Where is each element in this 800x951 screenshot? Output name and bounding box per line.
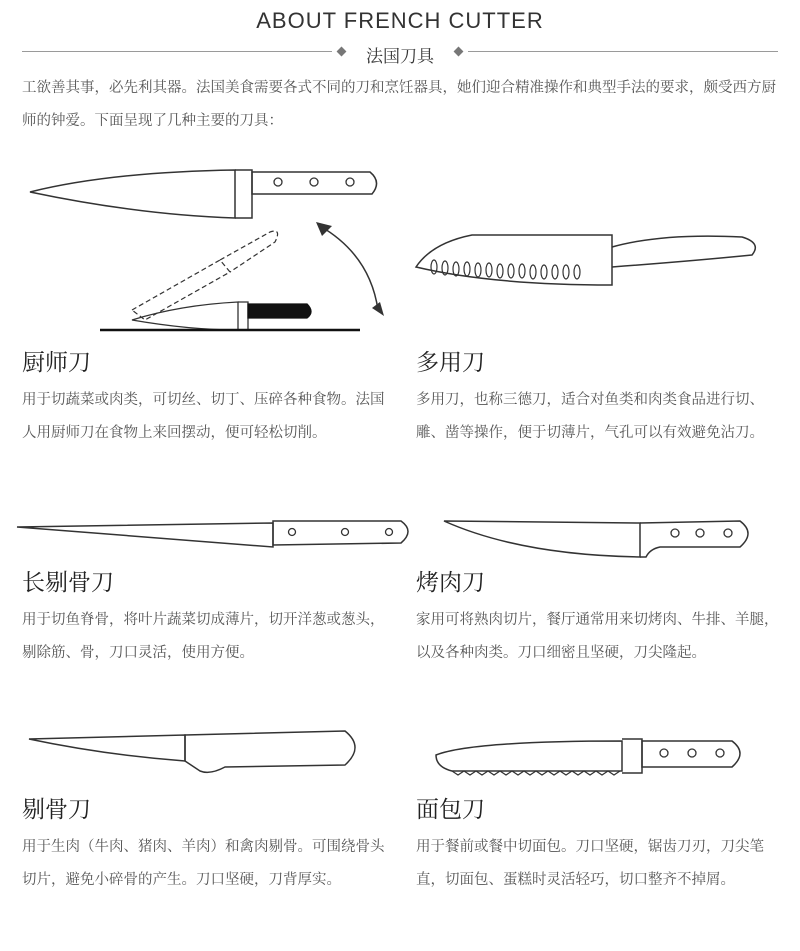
- knife-description: 家用可将熟肉切片，餐厅通常用来切烤肉、牛排、羊腿，以及各种肉类。刀口细密且坚硬，刀尖隆起。: [416, 612, 779, 661]
- filleting-knife-icon: [15, 515, 415, 555]
- knife-description: 用于切鱼脊骨，将叶片蔬菜切成薄片，切开洋葱或葱头，剔除筋、骨，刀口灵活，使用方便。: [22, 612, 385, 661]
- boning-knife-icon: [25, 725, 365, 780]
- page-subtitle: 法国刀具: [366, 47, 434, 67]
- santoku-knife-icon: [412, 225, 772, 295]
- knife-description: 用于切蔬菜或肉类，可切丝、切丁、压碎各种食物。法国人用厨师刀在食物上来回摆动，便可轻松切削。: [22, 392, 385, 441]
- knife-name: 烤肉刀: [416, 570, 485, 596]
- knife-name: 长剔骨刀: [22, 570, 114, 596]
- knife-section-bread: [416, 795, 786, 897]
- knife-section-filleting: [22, 568, 392, 670]
- intro-paragraph: 工欲善其事，必先利其器。法国美食需要各式不同的刀和烹饪器具，她们迎合精准操作和典型手法的要求，颇受西方厨师的钟爱。下面呈现了几种主要的刀具：: [22, 80, 776, 129]
- knife-name: 面包刀: [416, 797, 485, 823]
- carving-knife-icon: [440, 515, 760, 565]
- chef-knife-icon: [20, 160, 390, 340]
- knife-section-boning: [22, 795, 392, 897]
- knife-name: 剔骨刀: [22, 797, 91, 823]
- page-title: ABOUT FRENCH CUTTER: [256, 8, 544, 33]
- knife-description: 用于餐前或餐中切面包。刀口坚硬，锯齿刀刃，刀尖笔直，切面包、蛋糕时灵活轻巧，切口整齐不掉屑。: [416, 839, 764, 888]
- knife-section-santoku: [416, 348, 786, 450]
- bread-knife-icon: [432, 735, 762, 785]
- knife-name: 厨师刀: [22, 350, 91, 376]
- knife-description: 多用刀，也称三德刀，适合对鱼类和肉类食品进行切、雕、凿等操作，便于切薄片，气孔可以有效避免沾刀。: [416, 392, 764, 441]
- knife-section-carving: [416, 568, 786, 670]
- knife-section-chef: [22, 348, 392, 450]
- knife-description: 用于生肉（牛肉、猪肉、羊肉）和禽肉剔骨。可围绕骨头切片，避免小碎骨的产生。刀口坚硬，刀背厚实。: [22, 839, 385, 888]
- knife-name: 多用刀: [416, 350, 485, 376]
